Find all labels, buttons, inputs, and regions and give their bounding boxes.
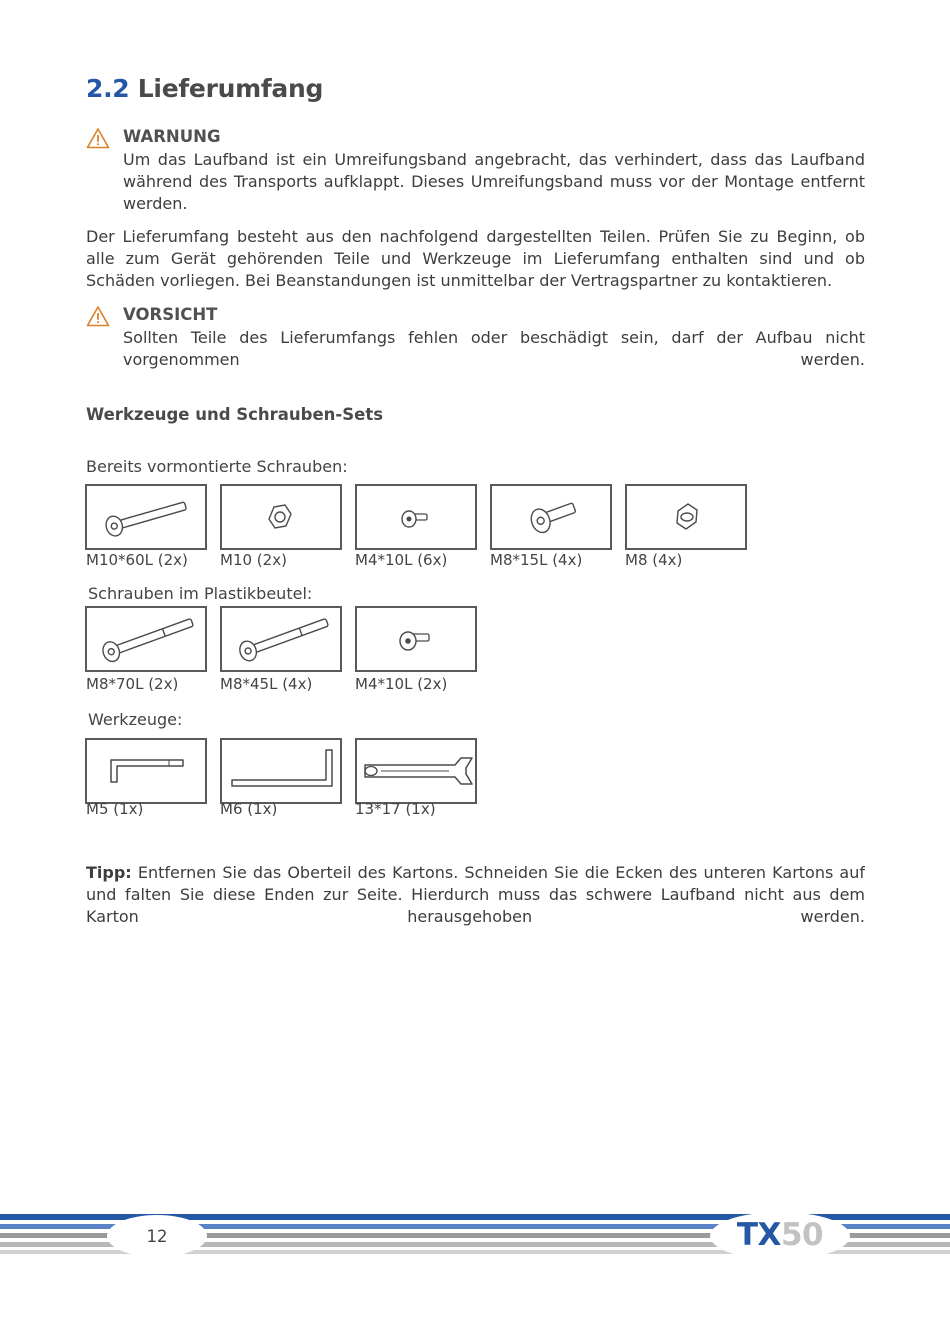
- part-image-m6-key: [220, 738, 342, 804]
- group-label-plastic-bag: Schrauben im Plastikbeutel:: [88, 584, 313, 603]
- small-screw-icon: [357, 486, 475, 548]
- part-label: M10 (2x): [220, 551, 287, 569]
- part-image-m8-70l: [85, 606, 207, 672]
- part-label: M8 (4x): [625, 551, 683, 569]
- part-image-m8-nut: [625, 484, 747, 550]
- product-logo: [712, 1211, 848, 1259]
- page-number: 12: [146, 1226, 168, 1246]
- section-title: [86, 74, 323, 103]
- group-label-premounted: Bereits vormontierte Schrauben:: [86, 457, 348, 476]
- nut-icon: [627, 486, 745, 548]
- section-title-text: Lieferumfang: [137, 74, 324, 103]
- nut-icon: [222, 486, 340, 548]
- part-label: 13*17 (1x): [355, 800, 436, 818]
- warning-text: Um das Laufband ist ein Umreifungsband angebracht, das verhindert, dass das Laufband während des Transports aufklappt. Dieses Umreifungsband muss vor der Montage entfernt werden.: [123, 150, 865, 213]
- wrench-icon: [357, 740, 475, 802]
- part-label: M5 (1x): [86, 800, 144, 818]
- caution-triangle-icon: [86, 305, 110, 327]
- warning-triangle-icon: [86, 127, 110, 149]
- part-image-m10-60l: [85, 484, 207, 550]
- part-label: M8*45L (4x): [220, 675, 313, 693]
- intro-paragraph: Der Lieferumfang besteht aus den nachfolgend dargestellten Teilen. Prüfen Sie zu Beginn, ob alle zum Gerät gehörenden Teile und Werkzeuge im Lieferumfang enthalten sind und ob Schäden vorliegen. Bei Beanstandungen ist unmittelbar der Vertragspartner zu kontaktieren.: [86, 227, 865, 290]
- part-label: M10*60L (2x): [86, 551, 188, 569]
- part-label: M4*10L (2x): [355, 675, 448, 693]
- part-label: M4*10L (6x): [355, 551, 448, 569]
- logo-part2: 50: [780, 1217, 824, 1253]
- part-image-m5-key: [85, 738, 207, 804]
- part-image-wrench: [355, 738, 477, 804]
- group-label-tools: Werkzeuge:: [88, 710, 183, 729]
- warning-heading: WARNUNG: [123, 127, 221, 146]
- part-label: M6 (1x): [220, 800, 278, 818]
- caution-heading: VORSICHT: [123, 305, 218, 324]
- small-screw-icon: [357, 608, 475, 670]
- part-image-m8-45l: [220, 606, 342, 672]
- long-bolt-icon: [87, 608, 205, 670]
- tip-text: Entfernen Sie das Oberteil des Kartons. Schneiden Sie die Ecken des unteren Kartons auf und falten Sie diese Enden zur Seite. Hierdurch muss das schwere Laufband nicht aus dem Karton herausgehoben werden.: [86, 863, 865, 926]
- allen-key-icon: [87, 740, 205, 802]
- part-image-m4-10l: [355, 484, 477, 550]
- part-label: M8*70L (2x): [86, 675, 179, 693]
- long-bolt-icon: [87, 486, 205, 548]
- part-image-m10-nut: [220, 484, 342, 550]
- part-label: M8*15L (4x): [490, 551, 583, 569]
- short-bolt-icon: [492, 486, 610, 548]
- allen-key-icon: [222, 740, 340, 802]
- tip-label: Tipp:: [86, 863, 132, 882]
- section-number: 2.2: [86, 74, 130, 103]
- long-bolt-icon: [222, 608, 340, 670]
- logo-part1: TX: [736, 1217, 781, 1253]
- caution-text: Sollten Teile des Lieferumfangs fehlen oder beschädigt sein, darf der Aufbau nicht vorgenommen werden.: [123, 328, 865, 369]
- part-image-m8-15l: [490, 484, 612, 550]
- tip-paragraph: [86, 862, 865, 928]
- part-image-m4-10l: [355, 606, 477, 672]
- tools-heading: Werkzeuge und Schrauben-Sets: [86, 405, 384, 424]
